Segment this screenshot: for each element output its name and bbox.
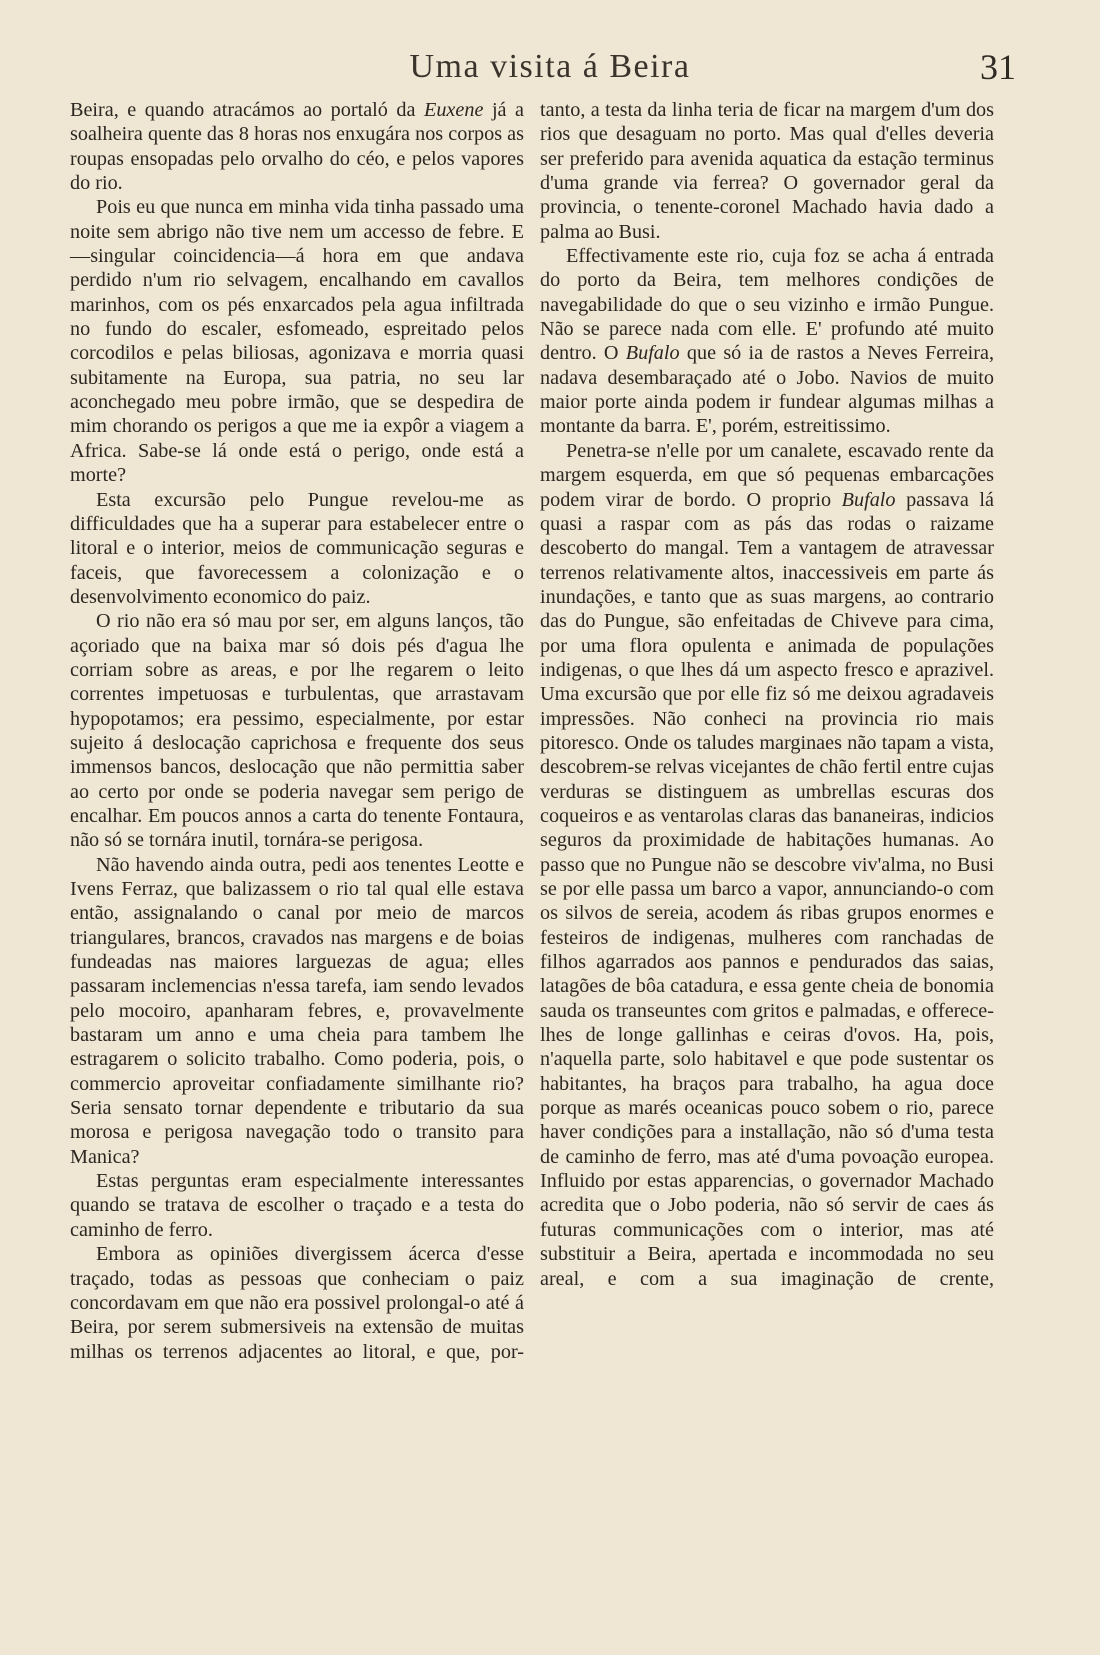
text-run: Beira, e quando atracámos ao portaló da: [70, 99, 416, 121]
paragraph: tanto, a testa da linha teria de ficar na margem d'um dos rios que desaguam no porto. Mas qual d'elles deveria ser preferido para avenida aquatica da estação terminus d'uma grande via ferrea? O governador geral da provincia, o tenente-coronel Machado havia dado a palma ao Busi.: [540, 99, 994, 243]
paragraph: Embora as opiniões divergissem ácerca d'esse traçado, todas as pessoas que conheciam o paiz concordavam em que não era possivel prolongal-o até á Beira, por serem submersiveis na extensão de muitas milhas os terrenos adjacentes ao litoral, e que, por-: [70, 1243, 524, 1363]
text-run: Penetra-se n'elle por um canalete, escavado rente da margem esquerda, em que só pequenas embarcações podem virar de bordo. O proprio: [540, 439, 994, 511]
paragraph: Estas perguntas eram especialmente interessantes quando se tratava de escolher o traçado e a testa do caminho de ferro.: [70, 1170, 524, 1241]
left-column: [70, 98, 524, 1364]
paragraph: Pois eu que nunca em minha vida tinha passado uma noite sem abrigo não tive nem um accesso de febre. E—singular coincidencia—á hora em que andava perdido n'um rio selvagem, encalhando em cavallos marinhos, com os pés enxarcados pela agua infiltrada no fundo do escaler, esfomeado, espreitado pelos corcodilos e pelas biliosas, agonizava e morria quasi subitamente na Europa, sua patria, no seu lar aconchegado meu pobre irmão, que se despedira de mim chorando os perigos a que me ia expôr a viagem a Africa. Sabe-se lá onde está o perigo, onde está a morte?: [70, 196, 524, 487]
paragraph: [540, 439, 994, 1291]
page-header: [70, 44, 1030, 94]
page-number: 31: [980, 47, 1016, 87]
paragraph: O rio não era só mau por ser, em alguns lanços, tão açoriado que na baixa mar só dois pés d'agua lhe corriam sobre as areas, e por lhe regarem o leito correntes impetuosas e turbulentas, que arrastavam hypopotamos; era pessimo, especialmente, por estar sujeito á deslocação caprichosa e frequente dos seus immensos bancos, deslocação que não permittia saber ao certo por onde se poderia navegar sem perigo de encalhar. Em poucos annos a carta do tenente Fontaura, não só se tornára inutil, tornára-se perigosa.: [70, 610, 524, 852]
ship-name: Euxene: [424, 99, 484, 121]
ship-name: Bufalo: [841, 488, 896, 511]
paragraph: [540, 244, 994, 439]
text-run: que só ia de rastos a Neves Ferreira, nadava desembaraçado até o Jobo. Navios de muito maior porte ainda podem ir fundear algumas milhas a montante da barra. E', porém, estreitissimo.: [540, 342, 994, 438]
right-column: [540, 98, 994, 1291]
running-title: Uma visita á Beira: [409, 48, 691, 85]
text-run: passava lá quasi a raspar com as pás das rodas o raizame descoberto do mangal. Tem a vantagem de atravessar terrenos relativamente altos, inaccessiveis em parte ás inundações, e tanto que as suas margens, ao contrario das do Pungue, são enfeitadas de Chiveve para cima, por uma flora opulenta e animada de populações indigenas, o que lhes dá um aspecto fresco e aprazivel. Uma excursão que por elle fiz só me deixou agradaveis impressões. Não conheci na provincia rio mais pitoresco. Onde os taludes marginaes não tapam a vista, descobrem-se relvas vicejantes de chão fertil entre cujas verduras se distinguem as umbrellas escuras dos coqueiros e as ventarolas claras das bananeiras, indicios seguros da proximidade de habitações humanas. Ao passo que no Pungue não se descobre viv'alma, no Busi se por elle passa um barco a vapor, annunciando-o com os silvos de sereia, acodem ás ribas grupos enormes e festeiros de indigenas, mulheres com ranchadas de filhos agarrados aos pannos e pendurados das saias, latagões de bôa catadura, e essa gente cheia de bonomia sauda os transeuntes com gritos e palmadas, e offerece-lhes de longe gallinhas e ceiras d'ovos. Ha, pois, n'aquella parte, solo habitavel e que pode sustentar os habitantes, ha braços para trabalho, ha agua doce porque as marés oceanicas pouco sobem o rio, parece haver condições para a installação, não só d'uma testa de caminho de ferro, mas até d'uma povoação europea. Influido por estas apparencias, o governador Machado acredita que o Jobo poderia, não só servir de caes ás futuras communicações com o interior, mas até substituir a Beira, apertada e incommodada no seu areal, e com a sua imaginação de crente,: [540, 488, 994, 1290]
paragraph: [70, 98, 524, 195]
paragraph: Não havendo ainda outra, pedi aos tenentes Leotte e Ivens Ferraz, que balizassem o rio tal qual elle estava então, assignalando o canal por meio de marcos triangulares, brancos, cravados nas margens e de boias fundeadas nas maiores larguezas de agua; elles passaram inclemencias n'essa tarefa, iam sendo levados pelo mocoiro, apanharam febres, e, provavelmente bastaram um anno e uma cheia para tambem lhe estragarem o solicito trabalho. Como poderia, pois, o commercio aproveitar confiadamente similhante rio? Seria sensato tornar dependente e tributario da sua morosa e perigosa navegação todo o transito para Manica?: [70, 853, 524, 1168]
text-run: Effectivamente este rio, cuja foz se acha á entrada do porto da Beira, tem melhores condições de navegabilidade do que o seu vizinho e irmão Pungue. Não se parece nada com elle. E' profundo até muito dentro. O: [540, 245, 994, 365]
text-run: já a soalheira quente das 8 horas nos enxugára nos corpos as roupas ensopadas pelo orvalho do céo, e pelos vapores do rio.: [70, 99, 524, 195]
ship-name: Bufalo: [625, 342, 680, 365]
paragraph: Esta excursão pelo Pungue revelou-me as difficuldades que ha a superar para estabelecer entre o litoral e o interior, meios de communicação seguras e faceis, que favorecessem a colonização e o desenvolvimento economico do paiz.: [70, 488, 524, 608]
